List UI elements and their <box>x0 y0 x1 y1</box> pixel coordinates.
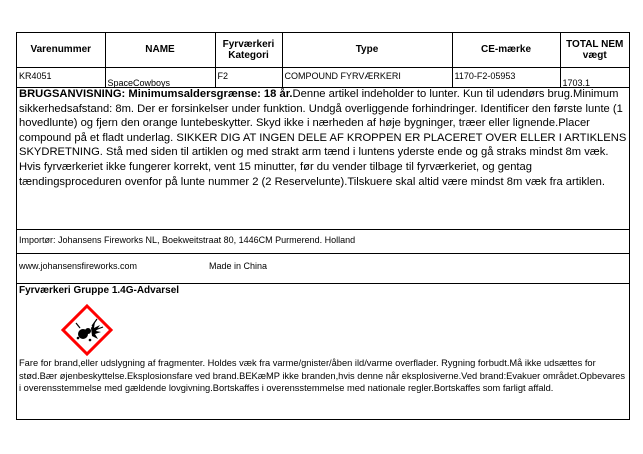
usage-instructions <box>17 87 629 230</box>
header-type: Type <box>282 33 452 67</box>
header-ce-mark: CE-mærke <box>452 33 560 67</box>
importer-text: Importør: Johansens Fireworks NL, Boekweitstraat 80, 1446CM Purmerend. Holland <box>19 235 356 245</box>
website-link[interactable]: www.johansensfireworks.com <box>19 261 138 271</box>
product-label-sheet <box>16 32 630 420</box>
website-row <box>17 254 629 284</box>
header-item-number: Varenummer <box>17 33 105 67</box>
warning-text: Fare for brand,eller udslygning af fragmenter. Holdes væk fra varme/gnister/åben ild/varme overflader. Rygning forbudt.Må ikke udsættes for stød.Bær øjenbeskyttelse.Eksplosionsfare ved brand.BEKæMP ikke branden,hvis denne når eksplosiverne.Ved brand:Evakuer området.Opbevares i overensstemmelse med gældende lovgivning.Bortskaffes i overensstemmelse med nationale regler.Bortskaffes som farligt affald. <box>19 358 625 394</box>
cell-ce-mark: 1170-F2-05953 <box>454 70 516 81</box>
cell-type: COMPOUND FYRVÆRKERI <box>284 70 401 81</box>
cell-item-number: KR4051 <box>19 70 52 81</box>
cell-name: SpaceCowboys <box>107 77 171 88</box>
header-category: Fyrværkeri Kategori <box>215 33 282 67</box>
warning-title: Fyrværkeri Gruppe 1.4G-Advarsel <box>19 285 180 296</box>
importer-row <box>17 230 629 254</box>
ghs-explosive-icon <box>61 304 113 356</box>
cell-category: F2 <box>217 70 229 81</box>
usage-body: Denne artikel indeholder to lunter. Kun til udendørs brug.Minimum sikkerhedsafstand: 8m. Der er forsinkelser under funktion. Undgå overliggende forhindringer. Identificer den første lunte (1 hovedlunte) og fjern den orange luntebeskytter. Skyd ikke i nærheden af høje bygninger, træer eller lignende.Placer compound på et fladt underlag. SIKKER DIG AT INGEN DELE AF KROPPEN ER PLACERET OVER ELLER I ARTIKLENS SKYDRETNING. Stå med siden til artiklen og med strakt arm tænd i luntens yderste ende og gå straks mindst 8m væk. Hvis fyrværkeriet ikke fungerer korrekt, vent 15 minutter, før du vender tilbage til fyrværkeriet, og gentag tændingsproceduren ovenfor på lunte nummer 2 (2 Reservelunte).Tilskuere skal altid være mindst 8m væk fra artiklen. <box>19 88 627 188</box>
warning-section <box>17 284 629 419</box>
product-table <box>17 33 629 88</box>
header-name: NAME <box>105 33 215 67</box>
usage-lead: BRUGSANVISNING: Minimumsaldersgrænse: 18 år. <box>19 88 293 100</box>
header-nem-weight: TOTAL NEM vægt <box>560 33 629 67</box>
made-in-text: Made in China <box>209 261 268 271</box>
cell-nem-weight: 1703.1 <box>562 77 591 88</box>
table-header-row <box>17 33 629 67</box>
table-row <box>17 67 629 87</box>
